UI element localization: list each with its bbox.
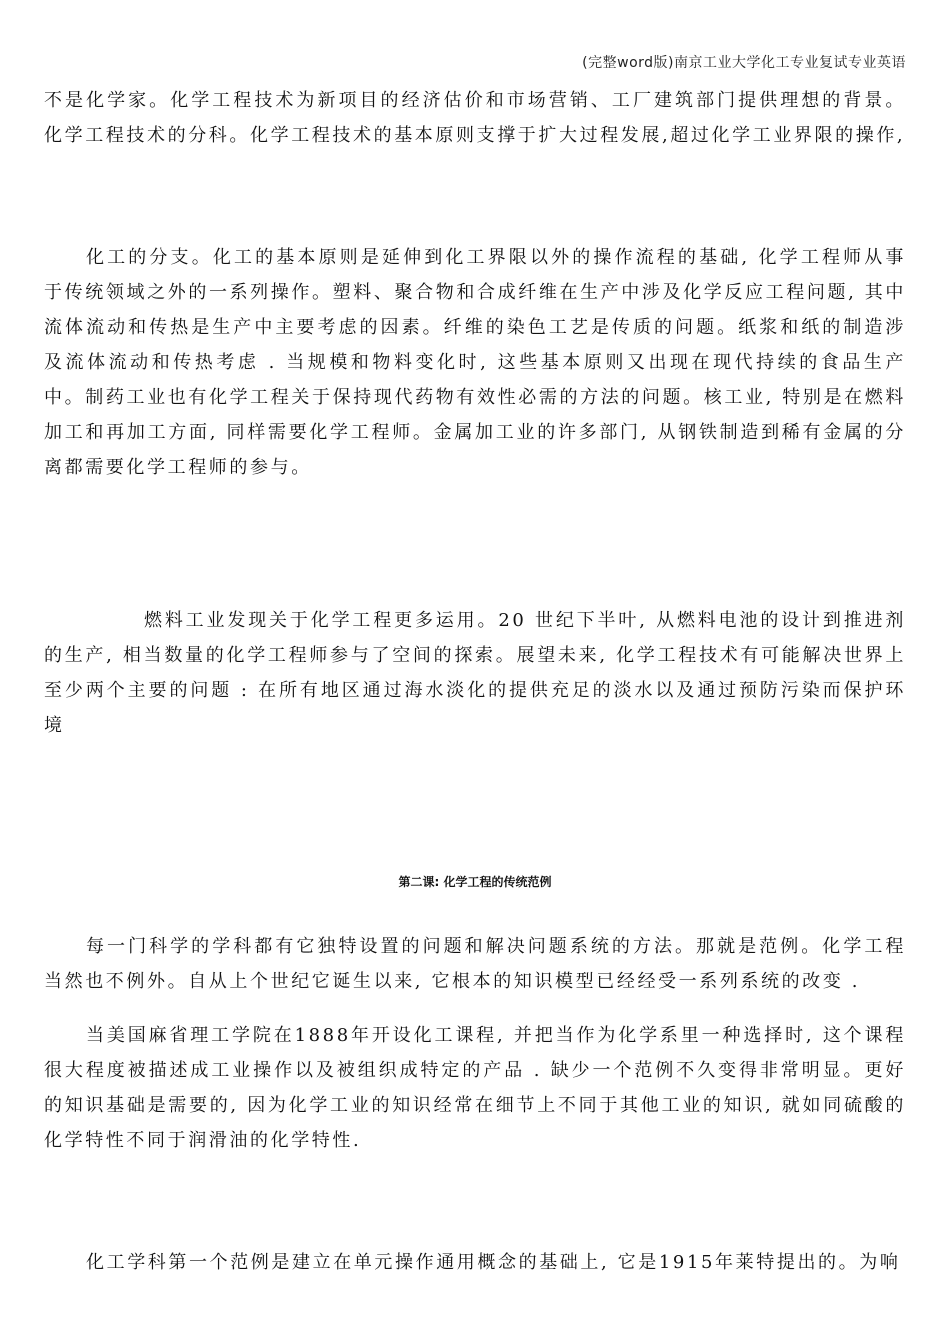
- paragraph-2: 化工的分支。化工的基本原则是延伸到化工界限以外的操作流程的基础, 化学工程师从事于传统领域之外的一系列操作。塑料、聚合物和合成纤维在生产中涉及化学反应工程问题, 其中流体流动和传热是生产中主要考虑的因素。纤维的染色工艺是传质的问题。纸浆和纸的制造涉及流体流动和传热考虑 . 当规模和物料变化时, 这些基本原则又出现在现代持续的食品生产中。制药工业也有化学工程关于保持现代药物有效性必需的方法的问题。核工业, 特别是在燃料加工和再加工方面, 同样需要化学工程师。金属加工业的许多部门, 从钢铁制造到稀有金属的分离都需要化学工程师的参与。: [44, 247, 906, 478]
- lesson-heading: 第二课: 化学工程的传统范例: [398, 875, 552, 889]
- page-header: (完整word版)南京工业大学化工专业复试专业英语: [582, 55, 906, 71]
- paragraph-4: 每一门科学的学科都有它独特设置的问题和解决问题系统的方法。那就是范例。化学工程当然也不例外。自从上个世纪它诞生以来, 它根本的知识模型已经经受一系列系统的改变 .: [44, 936, 906, 992]
- paragraph-5: 当美国麻省理工学院在1888年开设化工课程, 并把当作为化学系里一种选择时, 这个课程很大程度被描述成工业操作以及被组织成特定的产品 . 缺少一个范例不久变得非常明显。更好的知识基础是需要的, 因为化学工业的知识经常在细节上不同于其他工业的知识, 就如同硫酸的化学特性不同于润滑油的化学特性.: [44, 1025, 906, 1151]
- paragraph-6: 化工学科第一个范例是建立在单元操作通用概念的基础上, 它是1915年莱特提出的。为响: [86, 1252, 901, 1273]
- paragraph-3: 燃料工业发现关于化学工程更多运用。20 世纪下半叶, 从燃料电池的设计到推进剂的生产, 相当数量的化学工程师参与了空间的探索。展望未来, 化学工程技术有可能解决世界上至少两个主要的问题 : 在所有地区通过海水淡化的提供充足的淡水以及通过预防污染而保护环境: [44, 610, 906, 736]
- paragraph-1: 不是化学家。化学工程技术为新项目的经济估价和市场营销、工厂建筑部门提供理想的背景。 化学工程技术的分科。化学工程技术的基本原则支撑于扩大过程发展,超过化学工业界限的操作,: [44, 90, 906, 146]
